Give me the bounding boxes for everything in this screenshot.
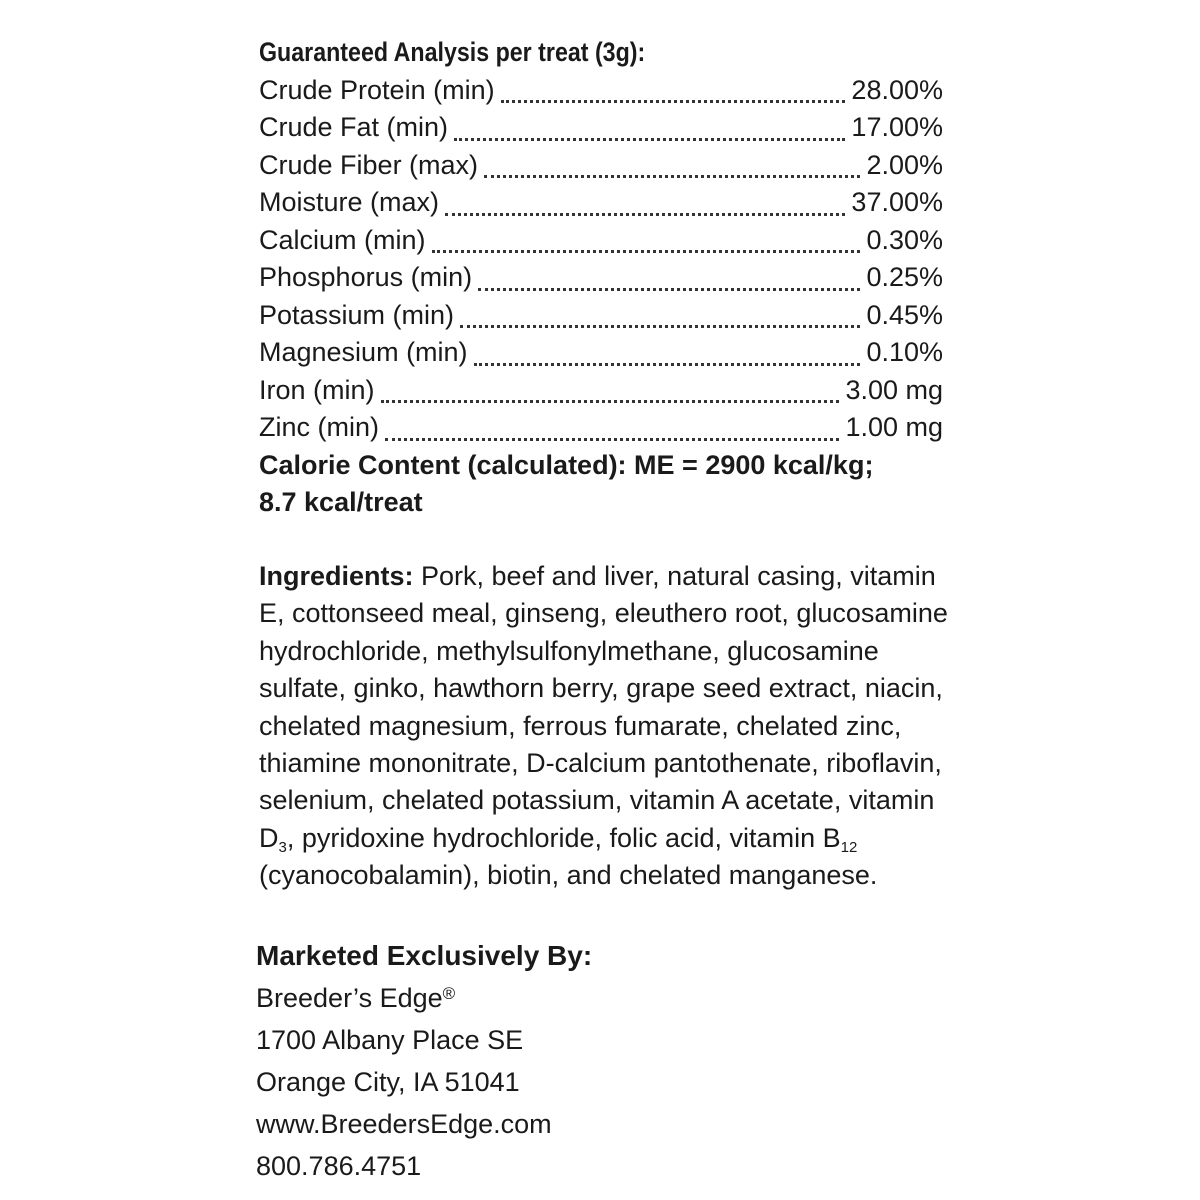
analysis-row-potassium xyxy=(259,297,943,335)
analysis-title: Guaranteed Analysis per treat (3g): xyxy=(259,37,646,67)
dot-leader xyxy=(478,288,860,291)
analysis-row-iron xyxy=(259,372,943,410)
dot-leader xyxy=(501,100,846,103)
analysis-label: Magnesium (min) xyxy=(259,337,468,367)
analysis-value: 28.00% xyxy=(851,74,943,105)
ingredients-paragraph xyxy=(259,558,949,895)
analysis-row-crude-fat xyxy=(259,109,943,147)
analysis-value: 0.30% xyxy=(866,224,943,255)
marketed-title: Marketed Exclusively By: xyxy=(256,940,593,971)
analysis-label: Moisture (max) xyxy=(259,187,440,217)
analysis-row-crude-protein xyxy=(259,72,943,110)
phone-number: 800.786.4751 xyxy=(256,1151,422,1181)
dot-leader xyxy=(381,400,840,403)
ingredients-text: (cyanocobalamin), biotin, and chelated manganese. xyxy=(259,860,878,891)
dot-leader xyxy=(474,363,861,366)
dot-leader xyxy=(484,175,860,178)
analysis-value: 1.00 mg xyxy=(845,412,943,442)
analysis-label: Crude Fiber (max) xyxy=(259,149,479,180)
dot-leader xyxy=(445,213,845,216)
analysis-row-moisture xyxy=(259,184,943,222)
calorie-content: Calorie Content (calculated): ME = 2900 kcal/kg; xyxy=(259,449,874,480)
analysis-row-zinc xyxy=(259,409,943,447)
analysis-value: 17.00% xyxy=(851,112,943,142)
guaranteed-analysis xyxy=(259,34,943,522)
ingredients-label: Ingredients: xyxy=(259,561,414,591)
analysis-row-phosphorus xyxy=(259,259,943,297)
analysis-label: Zinc (min) xyxy=(259,412,379,442)
analysis-value: 37.00% xyxy=(851,187,943,217)
company-label: Breeder’s Edge xyxy=(256,983,443,1013)
dot-leader xyxy=(385,438,839,441)
calorie-per-treat: 8.7 kcal/treat xyxy=(259,487,423,517)
address-line-1: 1700 Albany Place SE xyxy=(256,1025,524,1055)
subscript: 12 xyxy=(840,838,858,856)
analysis-label: Iron (min) xyxy=(259,374,375,405)
registered-mark: ® xyxy=(442,984,456,1003)
website: www.BreedersEdge.com xyxy=(256,1109,552,1139)
analysis-value: 0.10% xyxy=(866,337,943,367)
analysis-label: Calcium (min) xyxy=(259,224,426,255)
company-name xyxy=(256,977,956,1019)
analysis-label: Phosphorus (min) xyxy=(259,262,473,292)
analysis-label: Crude Fat (min) xyxy=(259,112,449,142)
subscript: 3 xyxy=(278,838,287,856)
analysis-value: 0.25% xyxy=(866,262,943,292)
dot-leader xyxy=(432,250,861,253)
analysis-label: Potassium (min) xyxy=(259,299,455,330)
dot-leader xyxy=(454,138,845,141)
ingredients-text: Pork, beef and liver, natural casing, vitamin E, cottonseed meal, ginseng, eleuthero root, glucosamine hydrochloride, methylsulfonylmethane, glucosamine sulfate, ginko, hawthorn berry, grape seed extract, niacin, chelated magnesium, ferrous fumarate, chelated zinc, thiamine mononitrate, D-calcium pantothenate, riboflavin, selenium, chelated potassium, vitamin A acetate, vitamin D xyxy=(259,561,948,853)
analysis-label: Crude Protein (min) xyxy=(259,74,495,105)
dot-leader xyxy=(460,325,860,328)
ingredients-text: , pyridoxine hydrochloride, folic acid, vitamin B xyxy=(286,822,841,853)
analysis-value: 2.00% xyxy=(866,149,943,180)
analysis-value: 0.45% xyxy=(866,299,943,330)
analysis-row-crude-fiber xyxy=(259,147,943,185)
analysis-row-calcium xyxy=(259,222,943,260)
analysis-value: 3.00 mg xyxy=(845,374,943,405)
marketed-by-block xyxy=(256,935,956,1187)
analysis-row-magnesium xyxy=(259,334,943,372)
address-line-2: Orange City, IA 51041 xyxy=(256,1067,520,1097)
